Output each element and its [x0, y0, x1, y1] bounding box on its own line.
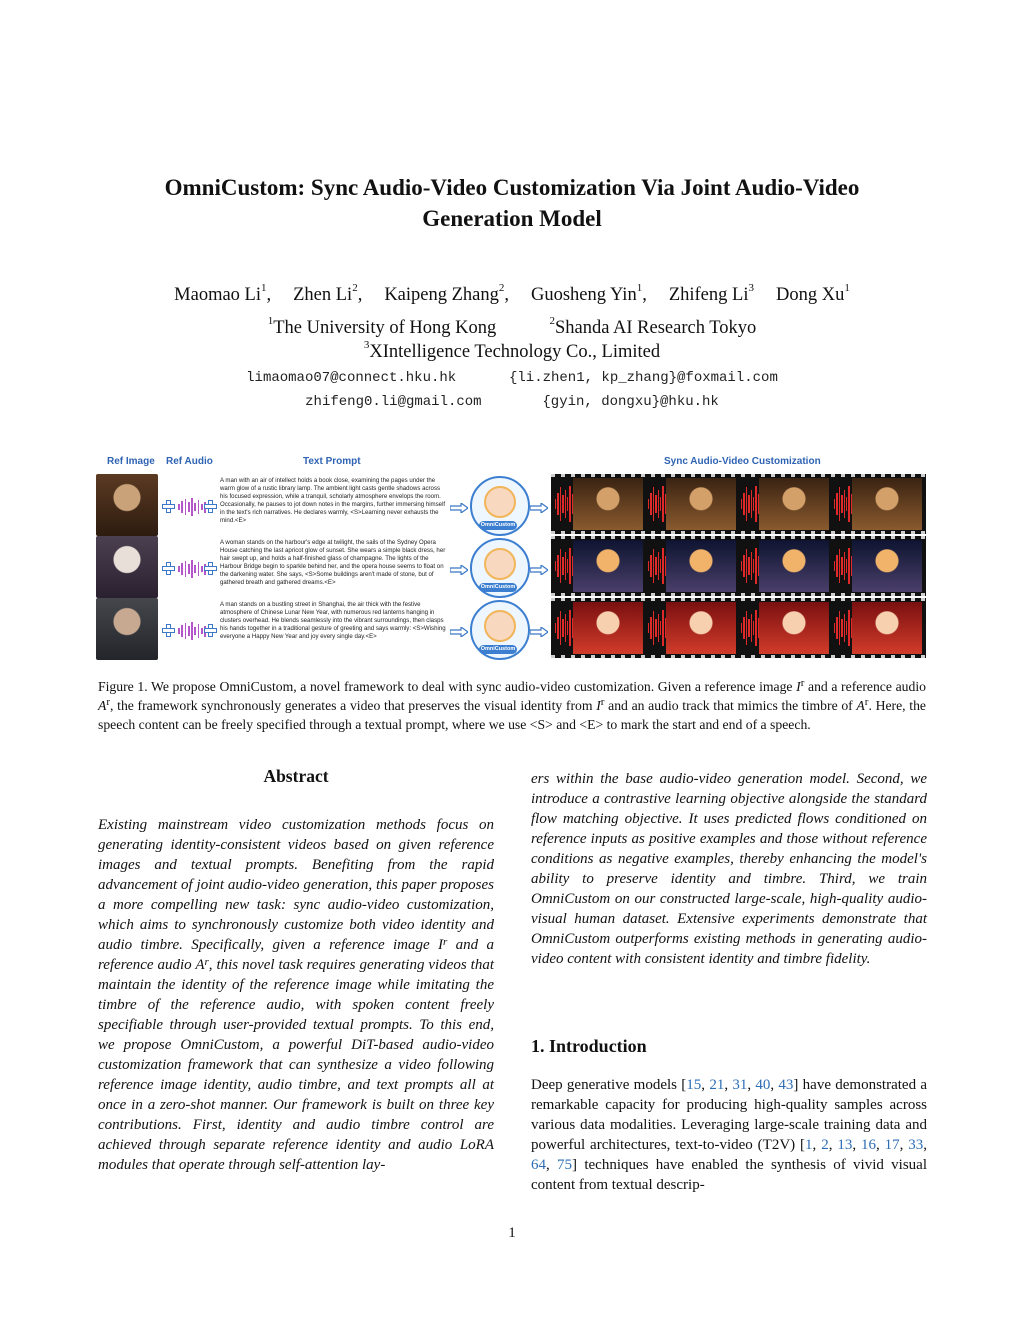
- arrow-right-icon: [530, 624, 548, 634]
- math-A: A: [195, 957, 205, 973]
- abstract-text: , this novel task requires generating videos that maintain the identity of the reference image while imitating the timbre of the reference audio, with spoken content freely specifiable through user-provided textual prompts. To this end, we propose OmniCustom, a powerful DiT-based audio-video customization framework that can synthesize a video following reference image identity, audio timbre, and text prompts all at once in a zero-shot manner. Our framework is built on three key contributions. First, identity and audio timbre control are achieved through separate reference identity and audio LoRA modules that operate through self-attention lay-: [98, 957, 494, 1173]
- video-frame: [666, 478, 736, 530]
- email-1[interactable]: limaomao07@connect.hku.hk: [246, 370, 457, 386]
- citation-link[interactable]: 33: [908, 1137, 924, 1153]
- film-holes: [551, 593, 926, 596]
- film-holes: [551, 474, 926, 477]
- citation-link[interactable]: 31: [732, 1077, 748, 1093]
- email-line-1: [100, 370, 924, 386]
- citation-link[interactable]: 17: [884, 1137, 900, 1153]
- paper-title: [100, 172, 924, 234]
- speech-wave-icon: [648, 482, 666, 526]
- abstract-right-column: ers within the base audio-video generation model. Second, we introduce a contrastive learning objective alongside the standard flow matching objective. It uses predicted flows conditioned on reference inputs as positive examples and those without reference conditions as negative examples, thereby enhancing the model's ability to preserve identity and timbre. Third, we train OmniCustom on our constructed large-scale, high-quality audio-visual human dataset. Extensive experiments demonstrate that OmniCustom outperforms existing methods in generating audio-video content with consistent identity and timbre fidelity.: [531, 771, 927, 967]
- omnicustom-model-icon: [470, 538, 530, 598]
- abstract-text: and a reference audio: [98, 937, 494, 973]
- header-ref-audio: Ref Audio: [166, 456, 213, 467]
- author-list: [100, 282, 924, 306]
- author-name: [293, 282, 363, 305]
- math-sup: r: [600, 696, 605, 708]
- author-separator: ,: [357, 285, 363, 305]
- header-ref-image: Ref Image: [107, 456, 155, 467]
- citation-link[interactable]: 2: [821, 1137, 829, 1153]
- video-frame: [759, 540, 829, 592]
- author-sup: 1: [260, 282, 267, 294]
- ref-image-3: [96, 598, 158, 660]
- email-line-2: [100, 394, 924, 410]
- audio-wave-icon: [178, 498, 206, 516]
- film-holes: [551, 598, 926, 601]
- speech-wave-icon: [741, 544, 759, 588]
- intro-text: ] techniques have enabled the synthesis of vivid visual content from textual descrip-: [531, 1157, 927, 1193]
- figure-caption: [98, 677, 926, 734]
- author-name-text: Guosheng Yin: [531, 285, 637, 305]
- math-I: I: [596, 698, 601, 713]
- plus-icon: [204, 624, 218, 638]
- caption-text: and an audio track that mimics the timbre of: [604, 698, 857, 713]
- math-sup: r: [800, 677, 805, 689]
- affiliation-line-2: [100, 339, 924, 363]
- ref-image-2: [96, 536, 158, 598]
- text-prompt-2: A woman stands on the harbour's edge at twilight, the sails of the Sydney Opera House catching the last apricot glow of sunset. She wears a simple black dress, her hair swept up, and holds a half-finished glass of champagne. The lights of the Harbour Bridge begin to sparkle behind her, and the opera house seems to float on the darkening water. She says, <S>Some buildings aren't made of stone, but of gathered breath and gathered dreams.<E>: [220, 539, 446, 587]
- affiliation-sup: 1: [267, 315, 274, 327]
- citation-link[interactable]: 40: [755, 1077, 771, 1093]
- author-sup: 2: [498, 282, 505, 294]
- audio-wave-icon: [178, 560, 206, 578]
- output-video-strip-1: [551, 474, 926, 534]
- math-I: I: [438, 937, 444, 953]
- math-sup: r: [204, 956, 209, 968]
- audio-wave-icon: [178, 622, 206, 640]
- speech-wave-icon: [555, 482, 573, 526]
- title-line-1: OmniCustom: Sync Audio-Video Customization Via Joint Audio-Video: [164, 175, 860, 200]
- citation-link[interactable]: 16: [860, 1137, 876, 1153]
- video-frame: [666, 540, 736, 592]
- avatar-face: [484, 548, 516, 580]
- caption-text: . Here, the speech content can be freely specified through a textual prompt, where we use <S> and <E> to mark the start and end of a speech.: [98, 698, 926, 732]
- plus-icon: [162, 562, 176, 576]
- header-output: Sync Audio-Video Customization: [664, 456, 821, 467]
- video-frame: [666, 602, 736, 654]
- author-name: [668, 282, 754, 305]
- citation-link[interactable]: 1: [805, 1137, 813, 1153]
- citation-link[interactable]: 43: [778, 1077, 794, 1093]
- author-name: [384, 282, 509, 305]
- video-frame: [573, 602, 643, 654]
- arrow-right-icon: [450, 562, 468, 572]
- output-video-strip-3: [551, 598, 926, 658]
- video-frame: [573, 478, 643, 530]
- speech-wave-icon: [555, 544, 573, 588]
- speech-wave-icon: [741, 606, 759, 650]
- abstract-text: Existing mainstream video customization methods focus on generating identity-consistent videos based on given reference images and textual prompts. Benefiting from the rapid advancement of joint audio-video generation, this paper proposes a more compelling new task: sync audio-video customization, which aims to synchronously customize both video identity and audio timbre. Specifically, given a reference image: [98, 817, 494, 953]
- author-separator: ,: [642, 285, 647, 305]
- header-text-prompt: Text Prompt: [303, 456, 361, 467]
- author-sup: 1: [636, 282, 643, 294]
- arrow-right-icon: [530, 562, 548, 572]
- speech-wave-icon: [555, 606, 573, 650]
- affiliation-sup: 2: [549, 315, 555, 327]
- model-tag: OmniCustom: [480, 584, 516, 590]
- ref-image-1: [96, 474, 158, 536]
- math-sup: r: [106, 696, 111, 708]
- author-name: [531, 282, 647, 305]
- citation-link[interactable]: 15: [686, 1077, 702, 1093]
- model-tag: OmniCustom: [480, 646, 516, 652]
- model-tag: OmniCustom: [480, 522, 516, 528]
- author-separator: ,: [266, 285, 272, 305]
- math-sup: r: [443, 936, 448, 948]
- affiliation-hku: The University of Hong Kong: [273, 318, 497, 338]
- author-name: [174, 282, 272, 305]
- video-frame: [852, 478, 922, 530]
- citation-link[interactable]: 21: [709, 1077, 725, 1093]
- plus-icon: [204, 500, 218, 514]
- introduction-text: Deep generative models [15, 21, 31, 40, 43] have demonstrated a remarkable capacity for producing high-quality samples across various data modalities. Leveraging large-scale training data and powerful architectures, text-to-video (T2V) [1, 2, 13, 16, 17, 33, 64, 75] techniques have enabled the synthesis of vivid visual content from textual descrip-: [531, 1077, 928, 1193]
- film-holes: [551, 536, 926, 539]
- author-name-text: Zhen Li: [293, 285, 353, 305]
- speech-wave-icon: [834, 482, 852, 526]
- intro-text: Deep generative models [: [531, 1077, 687, 1093]
- author-separator: ,: [504, 285, 509, 305]
- text-prompt-1: A man with an air of intellect holds a book close, examining the pages under the warm glow of a rustic library lamp. The ambient light casts gentle shadows across his focused expression, while a tranquil, scholarly atmosphere envelops the room. Occasionally, he pauses to jot down notes in the margins, further immersing himself in the text's rich narratives. He declares warmly, <S>Learning never exhausts the mind.<E>: [220, 477, 446, 525]
- email-4[interactable]: {gyin, dongxu}@hku.hk: [542, 394, 719, 410]
- author-name-text: Kaipeng Zhang: [384, 285, 499, 305]
- caption-text: and a reference audio: [804, 679, 926, 694]
- output-video-strip-2: [551, 536, 926, 596]
- avatar-face: [484, 610, 516, 642]
- caption-text: We propose OmniCustom, a novel framework to deal with sync audio-video customization. Given a reference image: [151, 679, 797, 694]
- speech-wave-icon: [834, 544, 852, 588]
- citation-link[interactable]: 75: [557, 1157, 573, 1173]
- arrow-right-icon: [530, 500, 548, 510]
- speech-wave-icon: [648, 606, 666, 650]
- author-name-text: Zhifeng Li: [668, 285, 749, 305]
- math-A: A: [98, 698, 107, 713]
- film-holes: [551, 655, 926, 658]
- speech-wave-icon: [648, 544, 666, 588]
- abstract-left-column: [98, 815, 494, 1175]
- affiliation-shanda: Shanda AI Research Tokyo: [554, 318, 757, 338]
- abstract-heading: Abstract: [263, 766, 329, 786]
- plus-icon: [162, 500, 176, 514]
- math-sup: r: [864, 696, 869, 708]
- caption-label: Figure 1.: [98, 679, 148, 694]
- affiliation-line-1: [100, 315, 924, 339]
- affiliation-xintelligence: XIntelligence Technology Co., Limited: [369, 342, 661, 362]
- video-frame: [852, 602, 922, 654]
- email-3[interactable]: zhifeng0.li@gmail.com: [305, 394, 482, 410]
- page-number: 1: [508, 1225, 516, 1241]
- author-name-text: Maomao Li: [174, 285, 261, 305]
- speech-wave-icon: [741, 482, 759, 526]
- author-sup: 1: [844, 282, 850, 294]
- section-heading-introduction: 1. Introduction: [531, 1036, 647, 1056]
- author-sup: 3: [748, 282, 754, 294]
- email-2[interactable]: {li.zhen1, kp_zhang}@foxmail.com: [509, 370, 778, 386]
- video-frame: [852, 540, 922, 592]
- author-name-text: Dong Xu: [775, 285, 845, 305]
- omnicustom-model-icon: [470, 476, 530, 536]
- math-A: A: [856, 698, 865, 713]
- plus-icon: [162, 624, 176, 638]
- citation-link[interactable]: 13: [837, 1137, 853, 1153]
- omnicustom-model-icon: [470, 600, 530, 660]
- film-holes: [551, 531, 926, 534]
- title-line-2: Generation Model: [422, 206, 602, 231]
- caption-text: , the framework synchronously generates a video that preserves the visual identity from: [110, 698, 597, 713]
- arrow-right-icon: [450, 500, 468, 510]
- intro-text: ] have demonstrated a remarkable capacity for producing high-quality samples across various data modalities. Leveraging large-scale training data and powerful architectures, text-to-video (T2V) [: [531, 1077, 928, 1153]
- affiliation-sup: 3: [363, 339, 370, 351]
- figure-1: [96, 456, 926, 662]
- video-frame: [759, 478, 829, 530]
- speech-wave-icon: [834, 606, 852, 650]
- arrow-right-icon: [450, 624, 468, 634]
- citation-link[interactable]: 64: [531, 1157, 546, 1173]
- plus-icon: [204, 562, 218, 576]
- text-prompt-3: A man stands on a bustling street in Shanghai, the air thick with the festive atmosphere of Chinese Lunar New Year, with numerous red lanterns hanging in clusters overhead. He blends seamlessly into the vibrant surroundings, then clasps his hands together in a traditional gesture of greeting and says warmly: <S>Wishing everyone a Happy New Year and joy every single day.<E>: [220, 601, 446, 641]
- author-sup: 2: [352, 282, 358, 294]
- avatar-face: [484, 486, 516, 518]
- video-frame: [573, 540, 643, 592]
- author-name: [775, 282, 850, 305]
- math-I: I: [796, 679, 801, 694]
- video-frame: [759, 602, 829, 654]
